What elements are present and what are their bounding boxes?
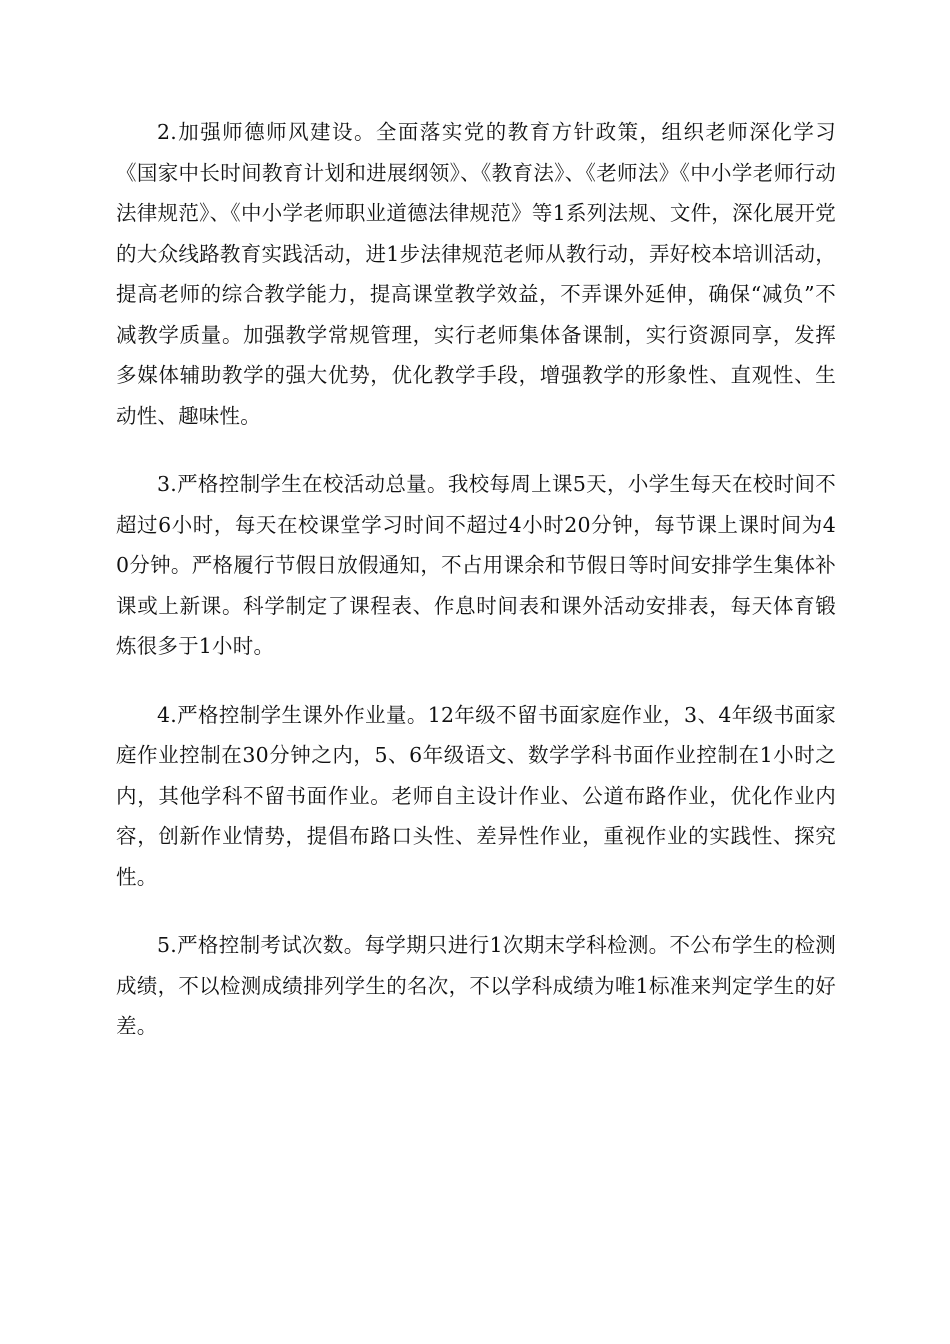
paragraph-homework-control: 4.严格控制学生课外作业量。12年级不留书面家庭作业，3、4年级书面家庭作业控制在30分钟之内，5、6年级语文、数学学科书面作业控制在1小时之内，其他学科不留书面作业。老师自主设计作业、公道布路作业，优化作业内容，创新作业情势，提倡布路口头性、差异性作业，重视作业的实践性、探究性。 (116, 702, 836, 889)
paragraph-teacher-ethics: 2.加强师德师风建设。全面落实党的教育方针政策，组织老师深化学习《国家中长时间教育计划和进展纲领》、《教育法》、《老师法》《中小学老师行动法律规范》、《中小学老师职业道德法律规范》等1系列法规、文件，深化展开党的大众线路教育实践活动，进1步法律规范老师从教行动，弄好校本培训活动，提高老师的综合教学能力，提高课堂教学效益，不弄课外延伸，确保“减负”不减教学质量。加强教学常规管理，实行老师集体备课制，实行资源同享，发挥多媒体辅助教学的强大优势，优化教学手段，增强教学的形象性、直观性、生动性、趣味性。 (116, 120, 836, 428)
paragraph-exam-control: 5.严格控制考试次数。每学期只进行1次期末学科检测。不公布学生的检测成绩，不以检测成绩排列学生的名次，不以学科成绩为唯1标准来判定学生的好差。 (116, 933, 836, 1038)
paragraph-school-activity-time: 3.严格控制学生在校活动总量。我校每周上课5天，小学生每天在校时间不超过6小时，每天在校课堂学习时间不超过4小时20分钟，每节课上课时间为40分钟。严格履行节假日放假通知，不占用课余和节假日等时间安排学生集体补课或上新课。科学制定了课程表、作息时间表和课外活动安排表，每天体育锻炼很多于1小时。 (116, 472, 836, 658)
document-body (116, 112, 836, 1075)
